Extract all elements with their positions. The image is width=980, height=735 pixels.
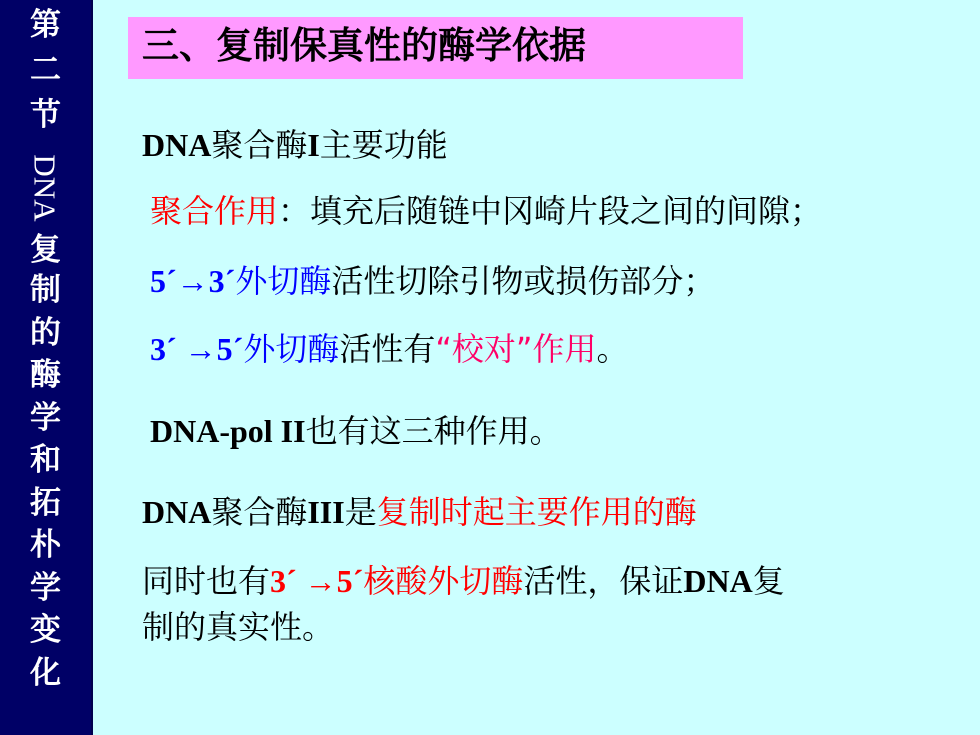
pol1-heading [142,127,448,164]
function-3-end: 。 [596,330,629,368]
pol1-heading-suffix: 主要功能 [319,126,448,164]
function-1-desc: ：填充后随链中冈崎片段之间的间隙； [278,192,823,230]
pol3-detail-line-2: 制的真实性。 [142,608,335,646]
sidebar-char: 酶 [30,357,61,393]
pol1-heading-latin: DNA [142,127,212,163]
slide-title-box [128,17,743,79]
pol3-detail-a: 同时也有 [142,562,271,600]
function-line-3 [150,331,629,368]
function-line-2 [150,263,715,300]
function-3-prefix: 3´ →5´ [150,331,244,367]
sidebar-char: 拓 [30,485,61,521]
function-3-quote: “校对”作用 [435,330,597,368]
sidebar-char: 和 [30,442,61,478]
sidebar-section-label [0,0,91,735]
sidebar-char: 节 [30,97,61,133]
pol2-desc: 也有这三种作用。 [305,412,562,450]
pol3-detail-num: 3´ →5´ [270,563,364,599]
pol3-line [142,494,697,531]
pol3-detail-c: 复 [752,562,785,600]
function-2-desc: 活性切除引物或损伤部分； [331,262,716,300]
pol3-detail-b: 活性，保证 [523,562,684,600]
sidebar-char: 变 [30,612,61,648]
pol3-latin-1: DNA [142,494,212,530]
function-1-term: 聚合作用 [150,192,279,230]
pol1-heading-text: 聚合酶 [211,126,308,164]
sidebar-char: 学 [30,570,61,606]
pol1-heading-numeral: I [307,127,320,163]
pol3-detail-latin: DNA [683,563,753,599]
sidebar-char: 化 [30,655,61,691]
pol2-latin: DNA-pol II [150,413,306,449]
sidebar-char: 朴 [30,527,61,563]
sidebar-char: 学 [30,400,61,436]
function-line-1 [150,193,822,230]
pol3-latin-2: III [307,494,345,530]
pol3-detail-line-1 [142,563,785,600]
sidebar-latin-text: DNA [27,154,63,222]
function-2-prefix: 5´→3´ [150,263,236,299]
sidebar-char: 复 [30,232,61,268]
function-2-term: 外切酶 [235,262,332,300]
function-3-desc: 活性有 [339,330,436,368]
sidebar-char: 的 [30,315,61,351]
pol3-role: 复制时起主要作用的酶 [376,493,697,531]
sidebar-char: 第 [30,7,61,43]
function-3-term: 外切酶 [243,330,340,368]
pol3-detail-term: 核酸外切酶 [363,562,524,600]
sidebar-char: 制 [30,272,61,308]
sidebar-char: 二 [30,52,61,88]
pol3-mid: 聚合酶 [211,493,308,531]
slide-title: 三、复制保真性的酶学依据 [142,24,586,67]
pol3-is: 是 [344,493,377,531]
pol2-line [150,413,562,450]
